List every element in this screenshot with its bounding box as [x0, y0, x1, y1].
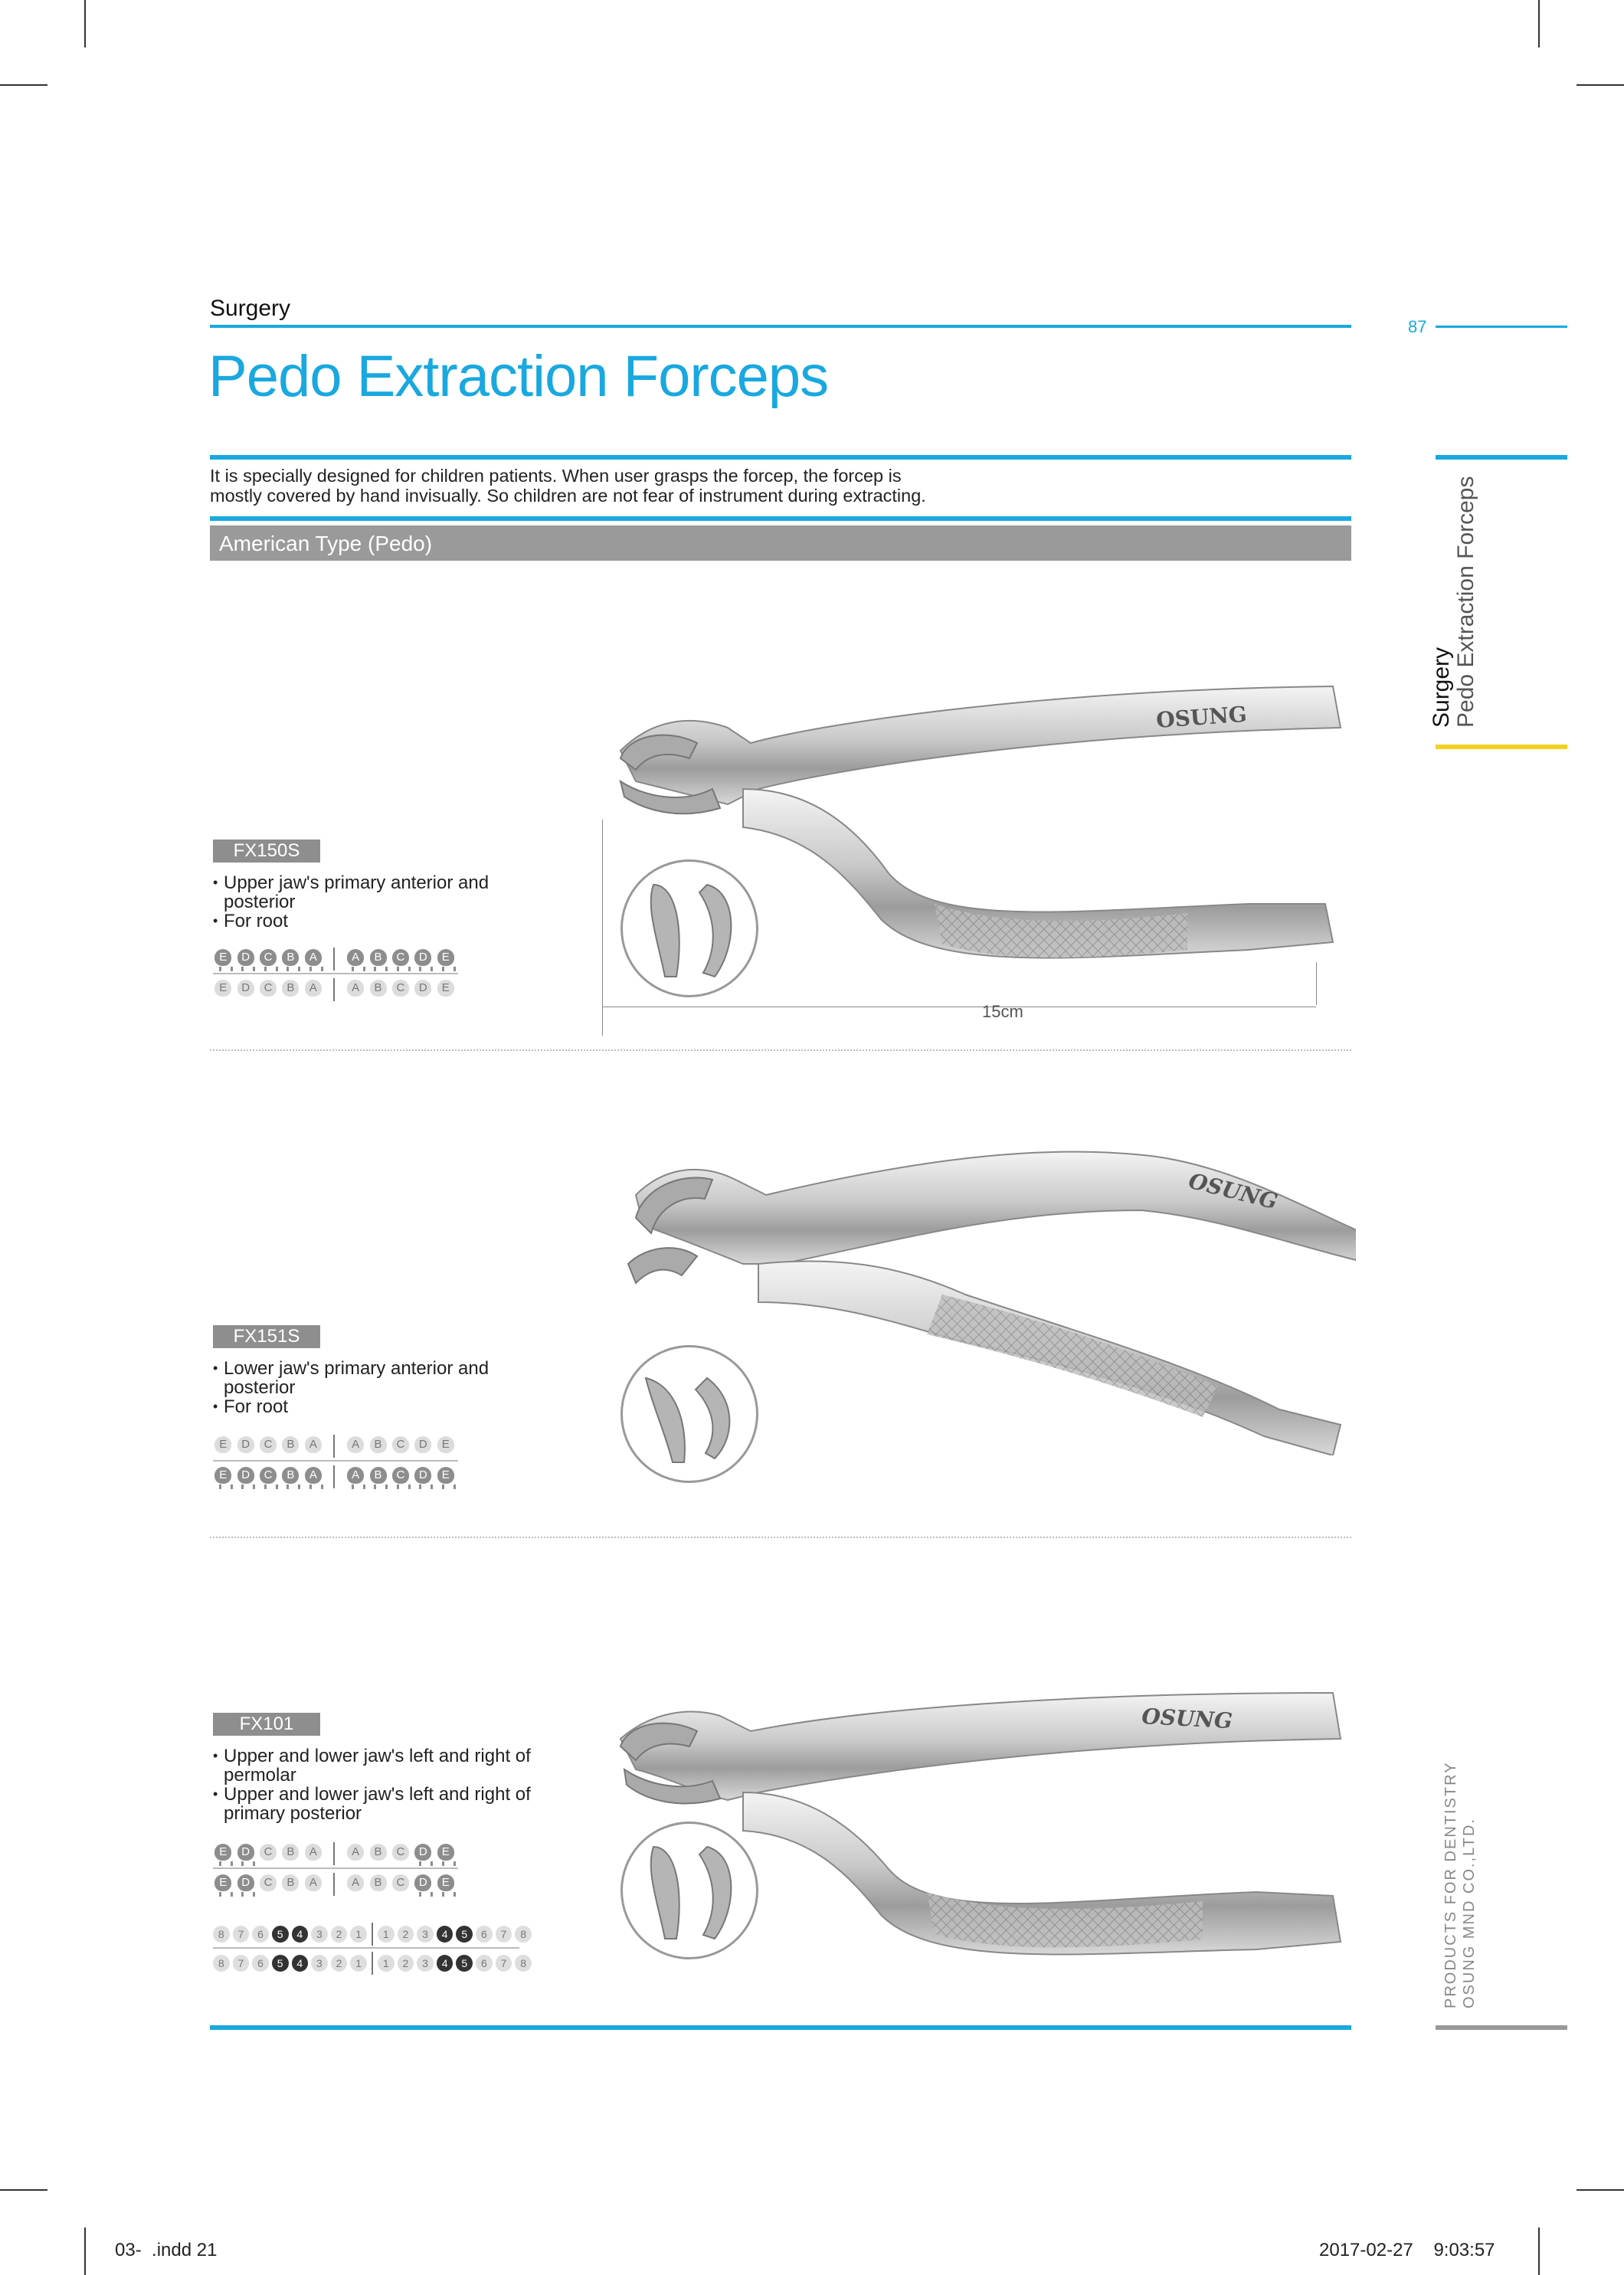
permanent-upper-row	[213, 1924, 535, 1944]
midline-divider	[333, 948, 335, 971]
jaw-divider	[213, 1867, 458, 1869]
tooth-number: 3	[311, 1926, 328, 1943]
upper-teeth-row	[213, 1843, 458, 1864]
knurled-grip	[927, 1295, 1218, 1417]
tooth: D	[413, 949, 433, 969]
tooth: A	[345, 1844, 365, 1864]
tooth-number: 2	[398, 1955, 414, 1972]
upper-teeth-row	[213, 948, 458, 970]
tooth-number: 8	[213, 1926, 230, 1943]
midline-divider	[372, 1952, 373, 1975]
tooth: B	[368, 1874, 388, 1894]
tooth: D	[235, 980, 255, 1000]
type-bar: American Type (Pedo)	[210, 525, 1351, 561]
bottom-rule	[210, 2025, 1351, 2030]
page-number-rule	[1436, 326, 1567, 328]
tooth-number: 7	[233, 1955, 250, 1972]
tooth-number: 1	[378, 1926, 395, 1943]
tooth-number: 7	[496, 1955, 512, 1972]
tooth-number: 7	[496, 1926, 512, 1943]
tooth-number: 6	[252, 1955, 269, 1972]
tooth: C	[391, 1436, 411, 1456]
midline-divider	[333, 978, 335, 1001]
dimension-line	[602, 820, 603, 1036]
tooth: E	[213, 980, 233, 1000]
lower-teeth-row	[213, 979, 458, 1000]
tooth: E	[213, 1467, 233, 1487]
side-bottom-rule	[1436, 2025, 1567, 2030]
tooth: E	[436, 949, 456, 969]
tooth: A	[303, 1467, 323, 1487]
tooth-number: 3	[311, 1955, 328, 1972]
crop-mark	[1538, 2228, 1540, 2275]
tooth-number: 5	[456, 1926, 473, 1943]
brand-mark: OSUNG	[1155, 701, 1248, 733]
tooth: C	[391, 1874, 411, 1894]
jaw-divider	[213, 1947, 519, 1949]
beak-detail-icon	[623, 862, 756, 995]
tooth-number: 6	[252, 1926, 269, 1943]
tooth: B	[368, 1436, 388, 1456]
intro-line: mostly covered by hand invisually. So children are not fear of instrument during extracting.	[210, 486, 926, 506]
tooth: C	[258, 1467, 278, 1487]
tooth: E	[213, 1844, 233, 1864]
jaw-divider	[213, 1460, 458, 1462]
crop-mark	[1577, 2189, 1624, 2191]
tooth-chart	[213, 1435, 458, 1488]
tooth: A	[303, 1874, 323, 1894]
product-code-badge: FX151S	[213, 1325, 320, 1348]
footer-timestamp: 2017-02-27 9:03:57	[1319, 2240, 1495, 2260]
intro-bottom-rule	[210, 516, 1351, 521]
tooth: D	[413, 1844, 433, 1864]
product-description	[213, 1359, 565, 1416]
crop-mark	[1577, 84, 1624, 86]
tooth-number: 3	[417, 1926, 434, 1943]
side-tab-label	[1429, 476, 1478, 728]
description-bullet: • Upper jaw's primary anterior and posterior	[213, 873, 565, 912]
beak-detail-circle	[620, 859, 758, 997]
tooth: E	[436, 980, 456, 1000]
intro-line: It is specially designed for children patients. When user grasps the forcep, the forcep is	[210, 466, 902, 486]
tooth: D	[413, 980, 433, 1000]
tooth-number: 4	[292, 1955, 309, 1972]
section-divider	[210, 1049, 1351, 1051]
page-number: 87	[1408, 317, 1427, 336]
tooth: B	[368, 1467, 388, 1487]
tooth-number: 5	[272, 1926, 289, 1943]
tooth-number: 3	[417, 1955, 434, 1972]
tooth: B	[280, 980, 300, 1000]
description-bullet: • Upper and lower jaw's left and right of primary posterior	[213, 1785, 565, 1823]
crop-mark	[0, 84, 47, 86]
tooth: B	[280, 949, 300, 969]
company-line: PRODUCTS FOR DENTISTRY	[1442, 1761, 1459, 2008]
tooth: E	[436, 1467, 456, 1487]
tooth: D	[235, 949, 255, 969]
tooth-number: 5	[272, 1955, 289, 1972]
product-description	[213, 873, 565, 931]
side-tab-section: Surgery	[1429, 646, 1454, 728]
midline-divider	[333, 1873, 335, 1896]
page-title: Pedo Extraction Forceps	[208, 344, 829, 409]
tooth-number: 1	[378, 1955, 395, 1972]
tooth: E	[213, 949, 233, 969]
footer-file-info: 03- .indd 21	[115, 2240, 218, 2260]
tooth: A	[345, 1874, 365, 1894]
tooth-number: 4	[292, 1926, 309, 1943]
crop-mark	[84, 0, 86, 47]
tooth: C	[258, 1874, 278, 1894]
midline-divider	[372, 1923, 373, 1946]
tooth-number: 2	[398, 1926, 414, 1943]
tooth-chart	[213, 948, 458, 1000]
description-bullet: • Upper and lower jaw's left and right of permolar	[213, 1746, 565, 1785]
tooth: C	[258, 980, 278, 1000]
tooth: A	[303, 949, 323, 969]
tooth: A	[345, 1436, 365, 1456]
tooth: D	[235, 1436, 255, 1456]
description-bullet: • For root	[213, 912, 565, 931]
intro-top-rule	[210, 455, 1351, 460]
section-divider	[210, 1537, 1351, 1538]
tooth: C	[391, 1844, 411, 1864]
beak-detail-icon	[623, 1824, 756, 1957]
tooth: A	[303, 980, 323, 1000]
dimension-line	[1316, 962, 1317, 1005]
tooth: B	[280, 1467, 300, 1487]
tooth: C	[391, 980, 411, 1000]
tooth: E	[436, 1844, 456, 1864]
tooth: C	[391, 949, 411, 969]
tooth: E	[213, 1436, 233, 1456]
tooth-chart	[213, 1843, 458, 1895]
tooth: D	[413, 1874, 433, 1894]
tooth-number: 6	[476, 1926, 493, 1943]
crop-mark	[1538, 0, 1540, 47]
product-code-badge: FX150S	[213, 840, 320, 863]
tooth-number: 4	[437, 1926, 453, 1943]
tooth: B	[280, 1874, 300, 1894]
upper-teeth-row	[213, 1435, 458, 1457]
tooth: C	[258, 1436, 278, 1456]
crop-mark	[84, 2228, 86, 2275]
lower-teeth-row	[213, 1466, 458, 1488]
side-tab-title: Pedo Extraction Forceps	[1453, 476, 1478, 728]
tooth: A	[303, 1844, 323, 1864]
permanent-lower-row	[213, 1953, 535, 1973]
tooth-number: 4	[437, 1955, 453, 1972]
midline-divider	[333, 1465, 335, 1488]
tooth: B	[368, 1844, 388, 1864]
product-description	[213, 1746, 565, 1823]
beak-detail-circle	[620, 1345, 758, 1483]
permanent-tooth-chart	[213, 1924, 535, 1973]
jaw-divider	[213, 973, 458, 974]
section-label: Surgery	[210, 296, 291, 321]
intro-text	[210, 466, 1175, 506]
tooth: C	[258, 949, 278, 969]
tooth: E	[436, 1436, 456, 1456]
lower-teeth-row	[213, 1874, 458, 1895]
tooth: E	[436, 1874, 456, 1894]
crop-mark	[0, 2189, 47, 2191]
tooth: B	[368, 980, 388, 1000]
company-credit	[1442, 1761, 1478, 2008]
brand-mark: OSUNG	[1186, 1167, 1281, 1215]
tooth: D	[235, 1844, 255, 1864]
tooth: D	[235, 1467, 255, 1487]
tooth: A	[345, 980, 365, 1000]
brand-mark: OSUNG	[1141, 1704, 1233, 1734]
side-tab-highlight	[1436, 745, 1567, 749]
tooth: B	[280, 1436, 300, 1456]
dimension-label: 15cm	[982, 1002, 1023, 1021]
tooth: B	[280, 1844, 300, 1864]
tooth: D	[413, 1467, 433, 1487]
tooth: E	[213, 1874, 233, 1894]
tooth: A	[303, 1436, 323, 1456]
side-tab-rule	[1436, 455, 1567, 460]
description-bullet: • For root	[213, 1397, 565, 1416]
tooth-number: 5	[456, 1955, 473, 1972]
tooth-number: 8	[515, 1926, 532, 1943]
tooth-number: 1	[350, 1955, 367, 1972]
tooth-number: 6	[476, 1955, 493, 1972]
midline-divider	[333, 1842, 335, 1865]
tooth: C	[391, 1467, 411, 1487]
header-rule	[210, 325, 1351, 328]
tooth: A	[345, 949, 365, 969]
tooth-number: 8	[213, 1955, 230, 1972]
tooth: C	[258, 1844, 278, 1864]
company-line: OSUNG MND CO.,LTD.	[1461, 1818, 1478, 2008]
tooth: D	[235, 1874, 255, 1894]
tooth-number: 1	[350, 1926, 367, 1943]
beak	[628, 1248, 697, 1283]
tooth: D	[413, 1436, 433, 1456]
tooth: B	[368, 949, 388, 969]
midline-divider	[333, 1435, 335, 1458]
tooth-number: 2	[331, 1926, 348, 1943]
description-bullet: • Lower jaw's primary anterior and posterior	[213, 1359, 565, 1397]
tooth-number: 7	[233, 1926, 250, 1943]
beak-detail-circle	[620, 1822, 758, 1959]
beak-detail-icon	[623, 1347, 756, 1481]
tooth-number: 2	[331, 1955, 348, 1972]
tooth: A	[345, 1467, 365, 1487]
product-code-badge: FX101	[213, 1713, 320, 1736]
tooth-number: 8	[515, 1955, 532, 1972]
